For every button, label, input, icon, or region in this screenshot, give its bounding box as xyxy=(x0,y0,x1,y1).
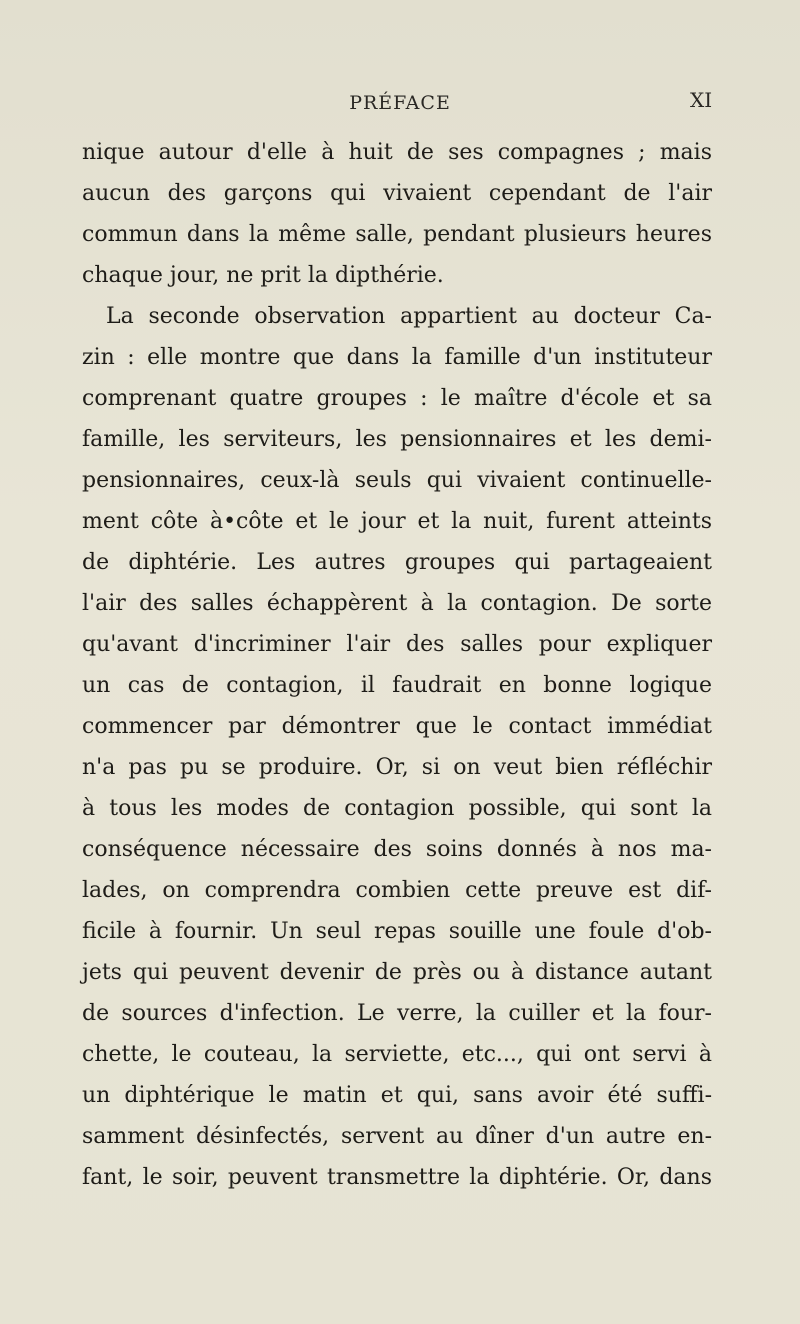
text-line: nique autour d'elle à huit de ses compagnes ; mais xyxy=(82,140,712,165)
text-line: n'a pas pu se produire. Or, si on veut bien réfléchir xyxy=(82,755,712,780)
text-line: chaque jour, ne prit la dipthérie. xyxy=(82,263,444,288)
text-line: ment côte à•côte et le jour et la nuit, furent atteints xyxy=(82,509,712,534)
text-line: l'air des salles échappèrent à la contagion. De sorte xyxy=(82,591,712,616)
text-line: jets qui peuvent devenir de près ou à distance autant xyxy=(82,960,712,985)
text-line: samment désinfectés, servent au dîner d'un autre en- xyxy=(82,1124,712,1149)
text-line: comprenant quatre groupes : le maître d'école et sa xyxy=(82,386,712,411)
text-line: de sources d'infection. Le verre, la cuiller et la four- xyxy=(82,1001,712,1026)
text-line: La seconde observation appartient au docteur Ca- xyxy=(106,304,712,329)
text-line: qu'avant d'incriminer l'air des salles pour expliquer xyxy=(82,632,712,657)
text-line: commencer par démontrer que le contact immédiat xyxy=(82,714,712,739)
text-line: de diphtérie. Les autres groupes qui partageaient xyxy=(82,550,712,575)
body-text xyxy=(82,132,712,1198)
text-line: chette, le couteau, la serviette, etc..., qui ont servi à xyxy=(82,1042,712,1067)
text-line: un cas de contagion, il faudrait en bonne logique xyxy=(82,673,712,698)
text-line: fant, le soir, peuvent transmettre la diphtérie. Or, dans xyxy=(82,1165,712,1190)
text-line: lades, on comprendra combien cette preuve est dif- xyxy=(82,878,712,903)
text-line: conséquence nécessaire des soins donnés à nos ma- xyxy=(82,837,712,862)
text-line: aucun des garçons qui vivaient cependant de l'air xyxy=(82,181,712,206)
text-line: un diphtérique le matin et qui, sans avoir été suffi- xyxy=(82,1083,712,1108)
text-line: commun dans la même salle, pendant plusieurs heures xyxy=(82,222,712,247)
text-line: pensionnaires, ceux-là seuls qui vivaient continuelle- xyxy=(82,468,712,493)
running-title: PRÉFACE xyxy=(349,92,451,114)
text-line: famille, les serviteurs, les pensionnaires et les demi- xyxy=(82,427,712,452)
text-line: zin : elle montre que dans la famille d'un instituteur xyxy=(82,345,712,370)
page-number: XI xyxy=(690,88,713,112)
text-line: à tous les modes de contagion possible, qui sont la xyxy=(82,796,712,821)
text-line: ficile à fournir. Un seul repas souille une foule d'ob- xyxy=(82,919,712,944)
page-header xyxy=(0,88,800,122)
